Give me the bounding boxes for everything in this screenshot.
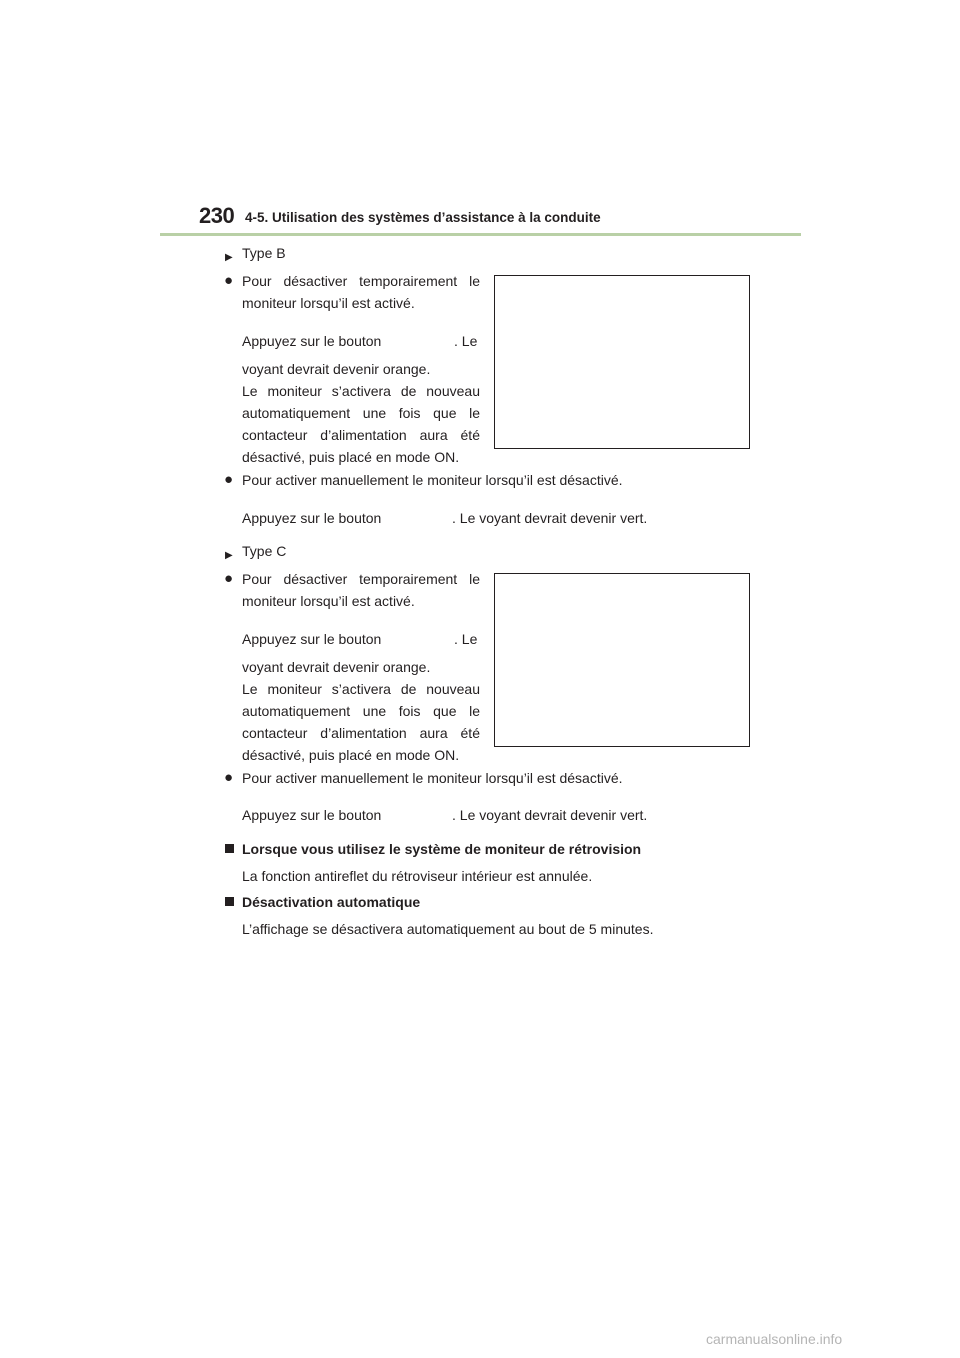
square-bullet-icon bbox=[225, 844, 234, 853]
type-b-deactivate-line6: désactivé, puis placé en mode ON. bbox=[242, 449, 460, 465]
section-title: 4-5. Utilisation des systèmes d’assistance à la conduite bbox=[245, 210, 601, 225]
type-b-deactivate-heading-1: Pour désactiver temporairement le bbox=[242, 273, 480, 289]
type-c-deactivate-orange: voyant devrait devenir orange. bbox=[242, 659, 431, 675]
bullet-icon: ● bbox=[224, 570, 234, 587]
type-b-activate-press: Appuyez sur le bouton bbox=[242, 510, 382, 526]
triangle-icon: ▶ bbox=[225, 252, 233, 263]
square-bullet-icon bbox=[225, 897, 234, 906]
type-c-deactivate-line4: automatiquement une fois que le bbox=[242, 703, 480, 719]
type-c-deactivate-line6: désactivé, puis placé en mode ON. bbox=[242, 747, 460, 763]
header-rule bbox=[160, 233, 801, 236]
note-rearview-title: Lorsque vous utilisez le système de moniteur de rétrovision bbox=[242, 841, 642, 857]
type-c-deactivate-press: Appuyez sur le bouton bbox=[242, 631, 382, 647]
type-c-deactivate-press-suffix: . Le bbox=[454, 631, 478, 647]
note-auto-off-body: L’affichage se désactivera automatiquement au bout de 5 minutes. bbox=[242, 921, 654, 937]
type-b-deactivate-line4: automatiquement une fois que le bbox=[242, 405, 480, 421]
note-rearview-body: La fonction antireflet du rétroviseur intérieur est annulée. bbox=[242, 868, 593, 884]
type-b-deactivate-press-suffix: . Le bbox=[454, 333, 478, 349]
type-c-activate-press-suffix: . Le voyant devrait devenir vert. bbox=[452, 807, 648, 823]
type-b-deactivate-orange: voyant devrait devenir orange. bbox=[242, 361, 431, 377]
type-b-deactivate-line5: contacteur d’alimentation aura été bbox=[242, 427, 480, 443]
type-c-label: Type C bbox=[242, 543, 287, 559]
type-b-deactivate-press: Appuyez sur le bouton bbox=[242, 333, 382, 349]
triangle-icon: ▶ bbox=[225, 550, 233, 561]
type-b-deactivate-heading-2: moniteur lorsqu’il est activé. bbox=[242, 295, 415, 311]
type-c-activate-press: Appuyez sur le bouton bbox=[242, 807, 382, 823]
type-b-illustration bbox=[494, 275, 750, 449]
type-c-activate-heading: Pour activer manuellement le moniteur lorsqu’il est désactivé. bbox=[242, 770, 623, 786]
type-b-activate-press-suffix: . Le voyant devrait devenir vert. bbox=[452, 510, 648, 526]
type-b-label: Type B bbox=[242, 245, 286, 261]
page-number: 230 bbox=[199, 203, 235, 228]
bullet-icon: ● bbox=[224, 769, 234, 786]
type-c-deactivate-line5: contacteur d’alimentation aura été bbox=[242, 725, 480, 741]
footer-watermark[interactable]: carmanualsonline.info bbox=[706, 1331, 843, 1347]
note-auto-off-title: Désactivation automatique bbox=[242, 894, 421, 910]
bullet-icon: ● bbox=[224, 272, 234, 289]
type-c-illustration bbox=[494, 573, 750, 747]
bullet-icon: ● bbox=[224, 471, 234, 488]
type-c-deactivate-heading-2: moniteur lorsqu’il est activé. bbox=[242, 593, 415, 609]
type-c-deactivate-line3: Le moniteur s’activera de nouveau bbox=[242, 681, 480, 697]
type-c-deactivate-heading-1: Pour désactiver temporairement le bbox=[242, 571, 480, 587]
type-b-deactivate-line3: Le moniteur s’activera de nouveau bbox=[242, 383, 480, 399]
type-b-activate-heading: Pour activer manuellement le moniteur lorsqu’il est désactivé. bbox=[242, 472, 623, 488]
